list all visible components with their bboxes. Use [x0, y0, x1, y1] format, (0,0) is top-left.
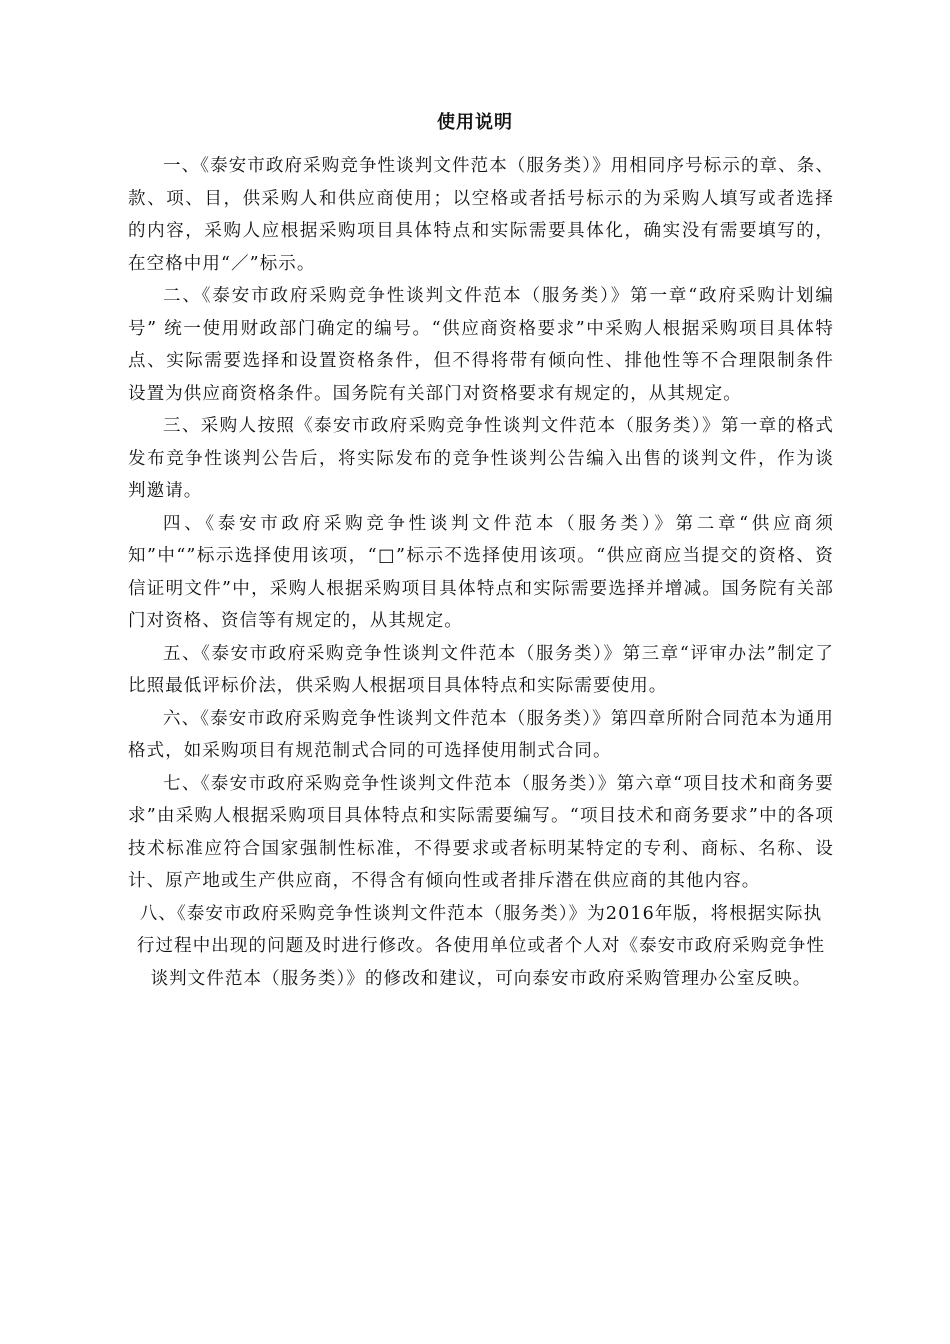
paragraph-7: 七、《泰安市政府采购竞争性谈判文件范本（服务类）》第六章“项目技术和商务要求”由采购人根据采购项目具体特点和实际需要编写。“项目技术和商务要求”中的各项技术标准应符合国家强制性标准，不得要求或者标明某特定的专利、商标、名称、设计、原产地或生产供应商，不得含有倾向性或者排斥潜在供应商的其他内容。	[128, 773, 834, 891]
paragraph-5: 五、《泰安市政府采购竞争性谈判文件范本（服务类）》第三章“评审办法”制定了比照最低评标价法，供采购人根据项目具体特点和实际需要使用。	[128, 643, 834, 696]
document-body	[128, 150, 834, 995]
paragraph-8: 八、《泰安市政府采购竞争性谈判文件范本（服务类）》为2016年版，将根据实际执行过程中出现的问题及时进行修改。各使用单位或者个人对《泰安市政府采购竞争性谈判文件范本（服务类）》的修改和建议，可向泰安市政府采购管理办公室反映。	[136, 903, 826, 989]
paragraph-6: 六、《泰安市政府采购竞争性谈判文件范本（服务类）》第四章所附合同范本为通用格式，如采购项目有规范制式合同的可选择使用制式合同。	[128, 708, 834, 761]
paragraph-2: 二、《泰安市政府采购竞争性谈判文件范本（服务类）》第一章“政府采购计划编号” 统一使用财政部门确定的编号。“供应商资格要求”中采购人根据采购项目具体特点、实际需要选择和设置资格条件，但不得将带有倾向性、排他性等不合理限制条件设置为供应商资格条件。国务院有关部门对资格要求有规定的，从其规定。	[128, 286, 834, 404]
document-title: 使用说明	[437, 112, 513, 133]
paragraph-1: 一、《泰安市政府采购竞争性谈判文件范本（服务类）》用相同序号标示的章、条、款、项、目，供采购人和供应商使用；以空格或者括号标示的为采购人填写或者选择的内容，采购人应根据采购项目具体特点和实际需要具体化，确实没有需要填写的，在空格中用“／”标示。	[128, 156, 834, 274]
paragraph-3: 三、采购人按照《泰安市政府采购竞争性谈判文件范本（服务类）》第一章的格式发布竞争性谈判公告后，将实际发布的竞争性谈判公告编入出售的谈判文件，作为谈判邀请。	[128, 416, 834, 501]
paragraph-4: 四、《泰安市政府采购竞争性谈判文件范本（服务类）》第二章“供应商须知”中“”标示选择使用该项，“□”标示不选择使用该项。“供应商应当提交的资格、资信证明文件”中，采购人根据采购项目具体特点和实际需要选择并增减。国务院有关部门对资格、资信等有规定的，从其规定。	[128, 513, 834, 631]
